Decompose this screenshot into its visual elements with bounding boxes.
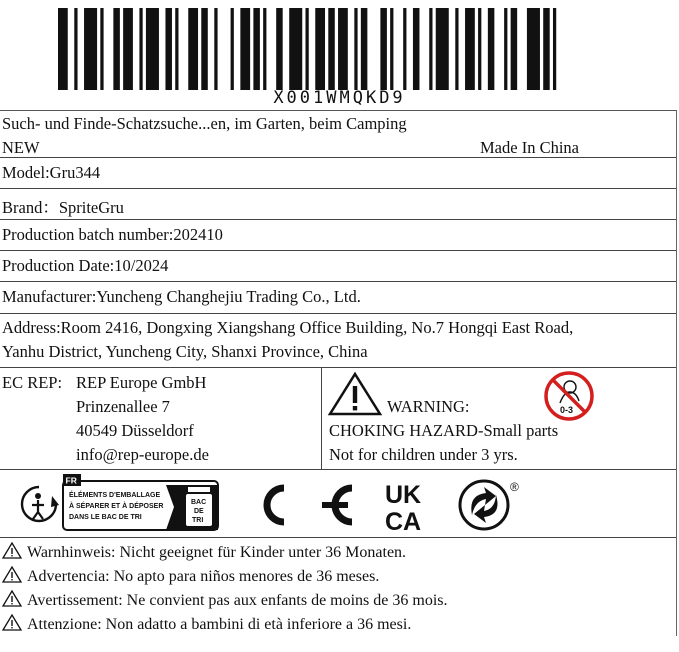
barcode-bar — [390, 8, 393, 90]
title-row — [0, 111, 676, 158]
warning-fr — [2, 590, 448, 610]
barcode-bar — [201, 8, 208, 90]
ce-mark-icon — [242, 483, 360, 527]
barcode-bar — [436, 8, 449, 90]
barcode-bar — [84, 8, 97, 90]
age-badge-text: 0-3 — [560, 405, 574, 415]
barcode-bar — [113, 8, 120, 90]
address-line2: Yanhu District, Yuncheng City, Shanxi Province, China — [2, 342, 368, 361]
ukca-line1: UK — [385, 481, 422, 509]
product-title: Such- und Finde-Schatzsuche...en, im Garten, beim Camping — [2, 114, 407, 133]
barcode-bar — [465, 8, 475, 90]
made-in: Made In China — [480, 138, 579, 157]
ec-rep-line: info@rep-europe.de — [76, 445, 209, 464]
product-label — [0, 110, 677, 636]
batch-row — [0, 219, 676, 251]
divider — [321, 367, 322, 469]
barcode-bar — [276, 8, 283, 90]
barcode-bar — [253, 8, 260, 90]
barcode-number: X001WMQKD9 — [273, 88, 406, 108]
badge-code: FR — [65, 475, 77, 486]
manufacturer-row — [0, 281, 676, 314]
barcode-bar — [488, 8, 495, 90]
barcode-bar — [175, 8, 178, 90]
warning-es — [2, 566, 379, 586]
brand-text: Brand：SpriteGru — [2, 198, 124, 217]
triman-icon — [18, 483, 60, 525]
barcode-bar — [504, 8, 507, 90]
barcode-bar — [429, 8, 432, 90]
barcode-bar — [403, 8, 406, 90]
barcode-bar — [231, 8, 234, 90]
green-dot-icon — [458, 479, 526, 531]
warning-triangle-icon — [327, 371, 383, 417]
ec-rep-label: EC REP: — [2, 373, 63, 392]
ecrep-warning-row — [0, 367, 676, 470]
badge-bin2: DE — [194, 508, 204, 515]
warning-icon — [2, 614, 22, 631]
ukca-line2: CA — [385, 508, 422, 533]
logos-row — [0, 469, 676, 538]
badge-bin3: TRI — [192, 517, 204, 524]
barcode-bar — [123, 8, 133, 90]
barcode-bar — [289, 8, 302, 90]
barcode-image — [58, 8, 566, 90]
recycling-info-badge — [62, 473, 219, 531]
warning-line1: CHOKING HAZARD-Small parts — [329, 421, 559, 440]
barcode-bar — [74, 8, 77, 90]
warning-title: WARNING: — [387, 397, 470, 416]
address-row — [0, 313, 676, 368]
barcode-bar — [338, 8, 348, 90]
model-text: Model:Gru344 — [2, 163, 101, 182]
barcode-bar — [240, 8, 250, 90]
ec-rep-line: Prinzenallee 7 — [76, 397, 170, 416]
warning-it — [2, 614, 411, 634]
badge-text3: DANS LE BAC DE TRI — [69, 514, 142, 521]
barcode-bar — [315, 8, 325, 90]
barcode-bar — [58, 8, 68, 90]
manufacturer-text: Manufacturer:Yuncheng Changhejiu Trading Co., Ltd. — [2, 287, 361, 306]
barcode-bar — [361, 8, 368, 90]
barcode-bar — [527, 8, 540, 90]
warning-text: Attenzione: Non adatto a bambini di età inferiore a 36 mesi. — [27, 616, 412, 633]
warning-de — [2, 542, 406, 562]
barcode-bar — [263, 8, 266, 90]
age-restriction-icon — [543, 370, 595, 422]
barcode-bar — [139, 8, 142, 90]
barcode-bar — [165, 8, 172, 90]
badge-text1: ÉLÉMENTS D'EMBALLAGE — [69, 492, 161, 499]
model-row — [0, 157, 676, 189]
barcode-bar — [188, 8, 198, 90]
barcode-bar — [511, 8, 518, 90]
barcode-bar — [455, 8, 458, 90]
barcode-bar — [146, 8, 159, 90]
ukca-mark-icon — [384, 479, 434, 533]
batch-text: Production batch number:202410 — [2, 225, 223, 244]
warning-icon — [2, 566, 22, 583]
warning-text: Avertissement: Ne convient pas aux enfants de moins de 36 mois. — [27, 592, 448, 609]
product-condition: NEW — [2, 138, 40, 157]
barcode-bar — [328, 8, 335, 90]
registered-mark: ® — [510, 480, 519, 494]
barcode-bar — [553, 8, 556, 90]
badge-text2: À SÉPARER ET À DÉPOSER — [69, 503, 164, 510]
date-row — [0, 250, 676, 282]
barcode-bar — [543, 8, 550, 90]
warning-icon — [2, 542, 22, 559]
barcode-bar — [413, 8, 420, 90]
warning-text: Warnhinweis: Nicht geeignet für Kinder unter 36 Monaten. — [27, 544, 407, 561]
ec-rep-line: REP Europe GmbH — [76, 373, 207, 392]
warning-line2: Not for children under 3 yrs. — [329, 445, 518, 464]
barcode-bar — [214, 8, 217, 90]
warning-icon — [2, 590, 22, 607]
barcode-bar — [305, 8, 308, 90]
address-line1: Address:Room 2416, Dongxing Xiangshang Office Building, No.7 Hongqi East Road, — [2, 318, 574, 337]
barcode-bar — [100, 8, 103, 90]
barcode-bar — [380, 8, 387, 90]
brand-row — [0, 188, 676, 220]
badge-bin1: BAC — [191, 499, 207, 506]
ec-rep-line: 40549 Düsseldorf — [76, 421, 194, 440]
warning-text: Advertencia: No apto para niños menores de 36 meses. — [27, 568, 380, 585]
barcode-bar — [478, 8, 481, 90]
barcode-bar — [354, 8, 357, 90]
date-text: Production Date:10/2024 — [2, 256, 169, 275]
